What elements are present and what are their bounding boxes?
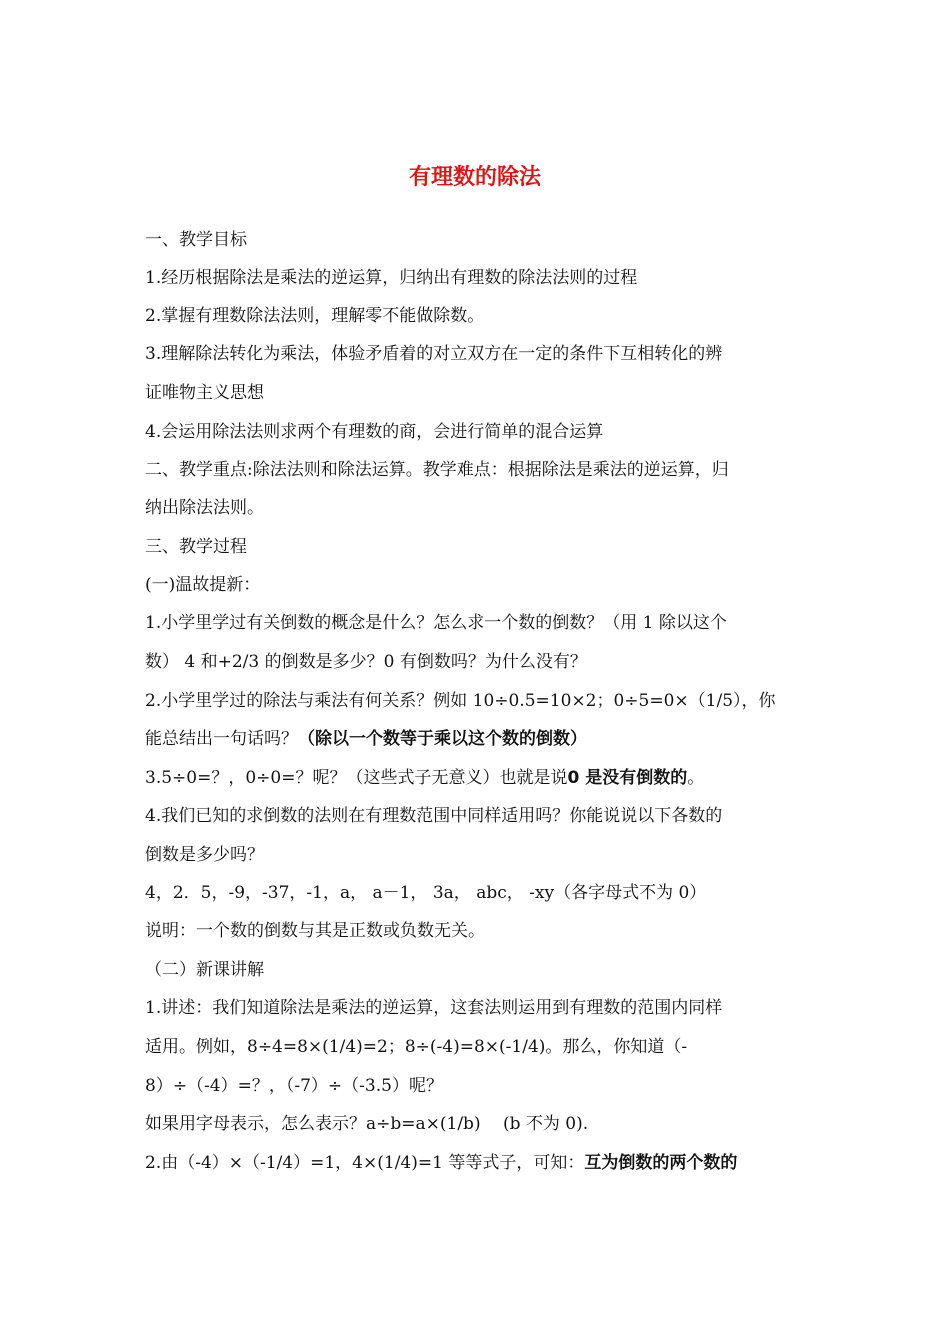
- text-line: 1.小学里学过有关倒数的概念是什么？怎么求一个数的倒数？（用 1 除以这个: [145, 613, 727, 633]
- text-line: 2.掌握有理数除法法则，理解零不能做除数。: [145, 306, 485, 326]
- text-line: 1.讲述：我们知道除法是乘法的逆运算，这套法则运用到有理数的范围内同样: [145, 998, 723, 1018]
- text-line: 数） 4 和+2/3 的倒数是多少？0 有倒数吗？为什么没有？: [145, 652, 587, 672]
- section-heading-goals: 一、教学目标: [145, 230, 247, 250]
- bold-rule: （除以一个数等于乘以这个数的倒数）: [298, 729, 587, 749]
- subsection-heading: （二）新课讲解: [145, 960, 264, 980]
- text-segment: 3.5÷0=？，0÷0=？呢？（这些式子无意义）也就是说: [145, 768, 568, 788]
- page-title: 有理数的除法: [408, 165, 541, 190]
- text-line: 1.经历根据除法是乘法的逆运算，归纳出有理数的除法法则的过程: [145, 268, 638, 288]
- text-line: 如果用字母表示，怎么表示？a÷b=a×(1/b) (b 不为 0).: [145, 1114, 589, 1134]
- text-line: 倒数是多少吗？: [145, 845, 264, 865]
- text-line: 4，2．5，-9，-37，-1，a， a－1， 3a， abc， -xy（各字母式不为 0）: [145, 883, 707, 903]
- text-line: 3.理解除法转化为乘法，体验矛盾着的对立双方在一定的条件下互相转化的辨: [145, 344, 723, 364]
- section-heading-process: 三、教学过程: [145, 537, 247, 557]
- section-heading-keypoints: 二、教学重点:除法法则和除法运算。教学难点：根据除法是乘法的逆运算，归: [145, 460, 729, 480]
- text-line: 4.我们已知的求倒数的法则在有理数范围中同样适用吗？你能说说以下各数的: [145, 806, 723, 826]
- text-line: 说明：一个数的倒数与其是正数或负数无关。: [145, 921, 485, 941]
- text-line: [145, 767, 704, 789]
- text-line: 2.小学里学过的除法与乘法有何关系？例如 10÷0.5=10×2；0÷5=0×（1/5），你: [145, 691, 776, 711]
- text-line: 证唯物主义思想: [145, 383, 264, 403]
- text-line: 4.会运用除法法则求两个有理数的商，会进行简单的混合运算: [145, 422, 604, 442]
- bold-rule: 互为倒数的两个数的: [584, 1153, 738, 1173]
- text-segment: 能总结出一句话吗？: [145, 729, 298, 749]
- text-segment: 。: [687, 768, 705, 788]
- text-line: 纳出除法法则。: [145, 498, 264, 518]
- text-segment: 2.由（-4）×（-1/4）=1，4×(1/4)=1 等等式子，可知：: [145, 1153, 585, 1173]
- bold-rule: 0 是没有倒数的: [567, 768, 688, 788]
- subsection-heading: (一)温故提新：: [145, 575, 261, 595]
- text-line: 适用。例如，8÷4=8×(1/4)=2；8÷(-4)=8×(-1/4)。那么，你知道（-: [145, 1037, 688, 1057]
- text-line: 8）÷（-4）=？，（-7）÷（-3.5）呢？: [145, 1076, 443, 1096]
- text-line: [145, 1152, 737, 1174]
- text-line: [145, 728, 587, 750]
